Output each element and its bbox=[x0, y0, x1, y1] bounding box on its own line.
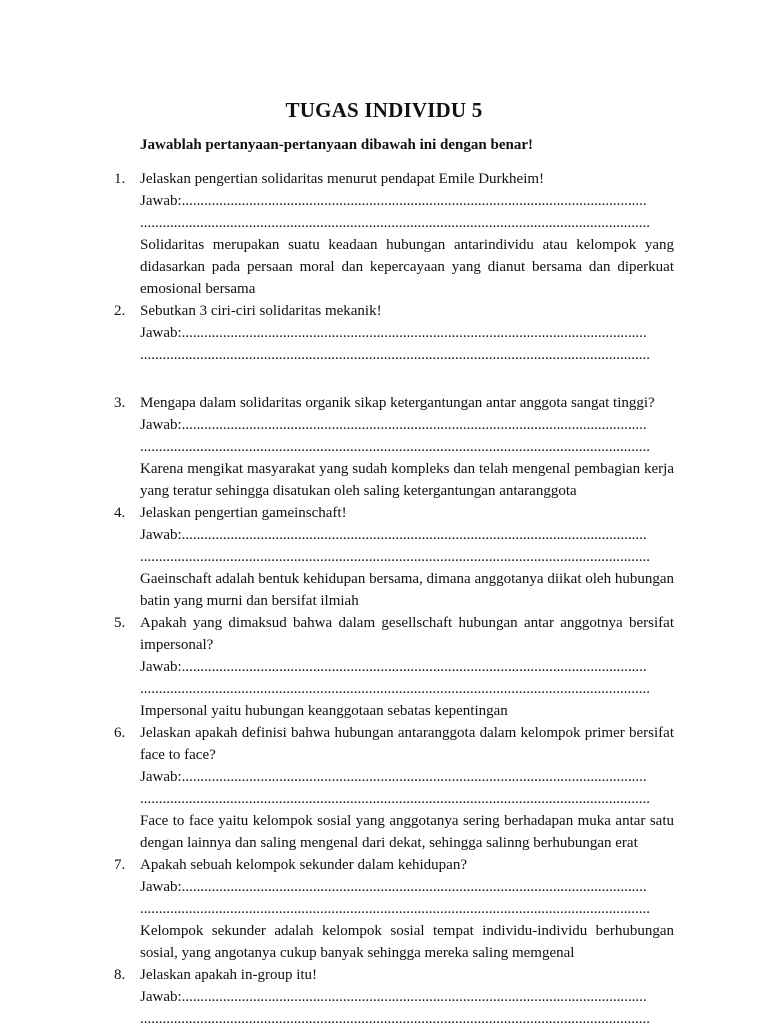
answer-dots: ............................................................................................................................ bbox=[181, 325, 647, 341]
question-number: 6. bbox=[114, 725, 126, 741]
question-item bbox=[114, 392, 674, 502]
jawab-label: Jawab: bbox=[140, 989, 182, 1005]
answer-line bbox=[140, 322, 674, 344]
jawab-label: Jawab: bbox=[140, 769, 182, 785]
jawab-label: Jawab: bbox=[140, 417, 182, 433]
blank-space bbox=[140, 366, 674, 392]
answer-text: Face to face yaitu kelompok sosial yang anggotanya sering berhadapan muka antar satu dengan lainnya dan saling mengenal dari dekat, sehingga salinng berhubungan erat bbox=[140, 813, 674, 851]
answer-dots: ............................................................................................................................ bbox=[181, 879, 647, 895]
question-item bbox=[114, 502, 674, 612]
page-title: TUGAS INDIVIDU 5 bbox=[285, 98, 483, 122]
answer-dots: ............................................................................................................................ bbox=[181, 989, 647, 1005]
answer-dots: ............................................................................................................................ bbox=[181, 417, 647, 433]
answer-line-2: ........................................................................................................................................ bbox=[140, 347, 650, 363]
jawab-label: Jawab: bbox=[140, 879, 182, 895]
answer-text: Gaeinschaft adalah bentuk kehidupan bersama, dimana anggotanya diikat oleh hubungan batin yang murni dan bersifat ilmiah bbox=[140, 571, 674, 609]
answer-line bbox=[140, 190, 674, 212]
question-text: Jelaskan pengertian gameinschaft! bbox=[140, 505, 347, 521]
answer-line-2: ........................................................................................................................................ bbox=[140, 791, 650, 807]
jawab-label: Jawab: bbox=[140, 659, 182, 675]
question-list bbox=[0, 168, 768, 1030]
answer-text: Solidaritas merupakan suatu keadaan hubungan antarindividu atau kelompok yang didasarkan pada persaan moral dan kepercayaan yang dianut bersama dan diperkuat emosional bersama bbox=[140, 237, 674, 297]
answer-text: Impersonal yaitu hubungan keanggotaan sebatas kepentingan bbox=[140, 703, 508, 719]
answer-line bbox=[140, 766, 674, 788]
answer-dots: ............................................................................................................................ bbox=[181, 769, 647, 785]
question-text: Mengapa dalam solidaritas organik sikap ketergantungan antar anggota sangat tinggi? bbox=[140, 395, 655, 411]
jawab-label: Jawab: bbox=[140, 193, 182, 209]
question-number: 3. bbox=[114, 395, 126, 411]
question-item bbox=[114, 612, 674, 722]
answer-line-2: ........................................................................................................................................ bbox=[140, 1011, 650, 1027]
question-number: 5. bbox=[114, 615, 126, 631]
question-number: 1. bbox=[114, 171, 126, 187]
instruction-text: Jawablah pertanyaan-pertanyaan dibawah ini dengan benar! bbox=[140, 137, 533, 153]
question-text: Jelaskan apakah in-group itu! bbox=[140, 967, 318, 983]
answer-line-2: ........................................................................................................................................ bbox=[140, 901, 650, 917]
answer-line-2: ........................................................................................................................................ bbox=[140, 549, 650, 565]
question-item bbox=[114, 964, 674, 1030]
jawab-label: Jawab: bbox=[140, 325, 182, 341]
question-item bbox=[114, 854, 674, 964]
answer-line bbox=[140, 524, 674, 546]
question-item bbox=[114, 168, 674, 300]
question-number: 2. bbox=[114, 303, 126, 319]
answer-text: Karena mengikat masyarakat yang sudah kompleks dan telah mengenal pembagian kerja yang teratur sehingga disatukan oleh saling ketergantungan antaranggota bbox=[140, 461, 674, 499]
answer-line-2: ........................................................................................................................................ bbox=[140, 439, 650, 455]
answer-line bbox=[140, 986, 674, 1008]
question-text: Sebutkan 3 ciri-ciri solidaritas mekanik! bbox=[140, 303, 382, 319]
answer-line-2: ........................................................................................................................................ bbox=[140, 215, 650, 231]
answer-line bbox=[140, 656, 674, 678]
question-text: Jelaskan pengertian solidaritas menurut pendapat Emile Durkheim! bbox=[140, 171, 545, 187]
question-item bbox=[114, 300, 674, 392]
answer-dots: ............................................................................................................................ bbox=[181, 193, 647, 209]
answer-dots: ............................................................................................................................ bbox=[181, 659, 647, 675]
answer-dots: ............................................................................................................................ bbox=[181, 527, 647, 543]
question-number: 7. bbox=[114, 857, 126, 873]
answer-line-2: ........................................................................................................................................ bbox=[140, 681, 650, 697]
answer-line bbox=[140, 414, 674, 436]
question-text: Apakah sebuah kelompok sekunder dalam kehidupan? bbox=[140, 857, 467, 873]
answer-line bbox=[140, 876, 674, 898]
question-item bbox=[114, 722, 674, 854]
question-number: 8. bbox=[114, 967, 126, 983]
question-text: Jelaskan apakah definisi bahwa hubungan antaranggota dalam kelompok primer bersifat face to face? bbox=[140, 725, 674, 763]
jawab-label: Jawab: bbox=[140, 527, 182, 543]
question-number: 4. bbox=[114, 505, 126, 521]
answer-text: Kelompok sekunder adalah kelompok sosial tempat individu-individu berhubungan sosial, yang angotanya cukup banyak sehingga mereka saling memgenal bbox=[140, 923, 674, 961]
question-text: Apakah yang dimaksud bahwa dalam gesellschaft hubungan antar anggotnya bersifat impersonal? bbox=[140, 615, 674, 653]
